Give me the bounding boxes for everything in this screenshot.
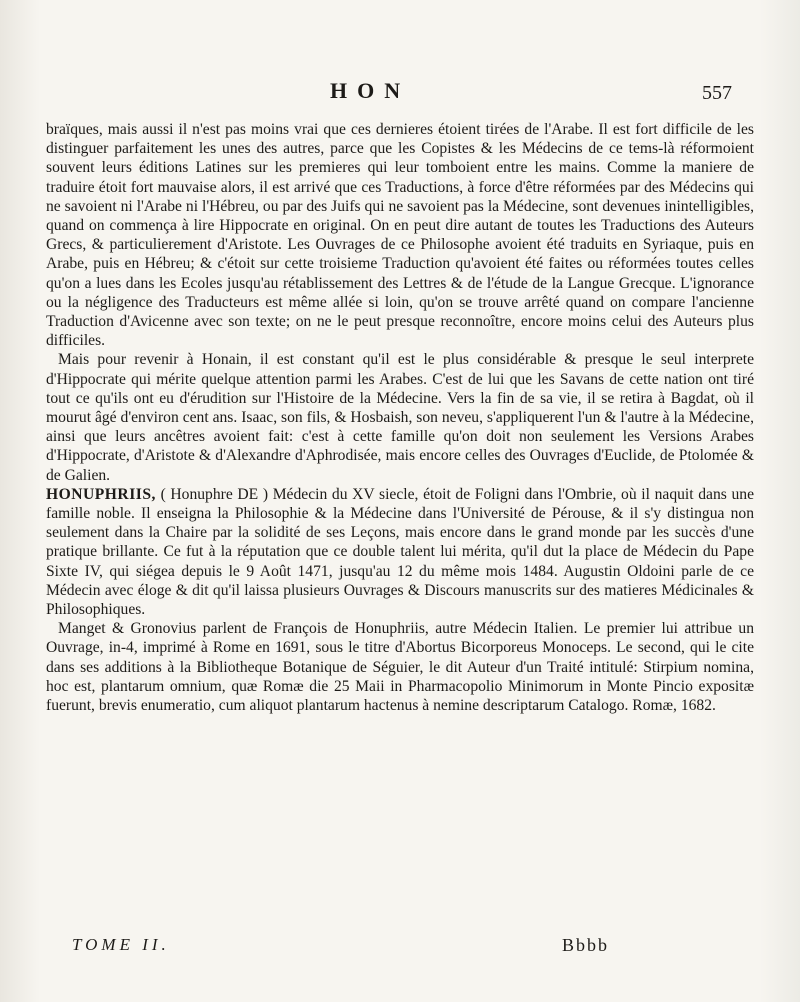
paragraph-continuation: braïques, mais aussi il n'est pas moins vrai que ces dernieres étoient tirées de l'Arabe. Il est fort difficile de les distinguer parfaitement les unes des autres, parce que les Copistes & les Médecins de ce tems-là réformoient souvent leurs éditions Latines sur les premieres qui leur tomboient entre les mains. Comme la maniere de traduire étoit fort mauvaise alors, il est arrivé que ces Traductions, à force d'être réformées par des Médecins qui ne savoient ni l'Arabe ni l'Hébreu, ou par des Juifs qui ne savoient pas la Médecine, sont devenues inintelligibles, quand on commença à lire Hippocrate en original. On en peut dire autant de toutes les Traductions des Auteurs Grecs, & particulierement d'Aristote. Les Ouvrages de ce Philosophe avoient été traduits en Syriaque, puis en Arabe, puis en Hébreu; & c'étoit sur cette troisieme Traduction qu'avoient été faites ou réformées toutes celles qu'on a lues dans les Ecoles jusqu'au rétablissement des Lettres & de l'étude de la Langue Grecque. L'ignorance ou la négligence des Traducteurs est même allée si loin, qu'on se trouve arrêté quand on compare l'ancienne Traduction d'Avicenne avec son texte; on ne le peut presque reconnoître, encore moins celui des Auteurs plus difficiles. (46, 121, 754, 350)
page-footer (0, 935, 800, 965)
paragraph-honain: Mais pour revenir à Honain, il est constant qu'il est le plus considérable & presque le seul interprete d'Hippocrate qui mérite quelque attention parmi les Arabes. C'est de lui que les Savans de cette nation ont tiré tout ce qu'ils ont eu d'érudition sur l'Histoire de la Médecine. Vers la fin de sa vie, il se retira à Bagdat, où il mourut âgé d'environ cent ans. Isaac, son fils, & Hosbaish, son neveu, s'appliquerent l'un & l'autre à la Médecine, ainsi que leurs ancêtres avoient fait: c'est à cette famille qu'on doit non seulement les Versions Arabes d'Hippocrate, d'Aristote & d'Alexandre d'Aphrodisée, mais encore celles des Ouvrages d'Euclide, de Ptolomée & de Galien. (46, 351, 754, 484)
page-header (0, 74, 800, 104)
entry-honuphriis (46, 485, 754, 619)
signature-mark: Bbbb (562, 935, 610, 955)
paragraph-francois: Manget & Gronovius parlent de François de Honuphriis, autre Médecin Italien. Le premier lui attribue un Ouvrage, in-4, imprimé à Rome en 1691, sous le titre d'Abortus Bicorporeus Monoceps. Le second, qui le cite dans ses additions à la Bibliotheque Botanique de Séguier, le dit Auteur d'un Traité intitulé: Stirpium nomina, hoc est, plantarum omnium, quæ Romæ die 25 Maii in Pharmacopolio Minimorum in Monte Pincio expositæ fuerunt, brevis enumeratio, cum aliquot plantarum hactenus à nemine descriptarum Catalogo. Romæ, 1682. (46, 620, 754, 715)
main-text (46, 120, 754, 715)
running-head: HON (330, 78, 411, 103)
entry-headword: HONUPHRIIS, (46, 485, 156, 503)
entry-body: ( Honuphre DE ) Médecin du XV siecle, étoit de Foligni dans l'Ombrie, où il naquit dans une famille noble. Il enseigna la Philosophie & la Médecine dans l'Université de Pérouse, & il s'y distingua non seulement dans la Chaire par la solidité de ses Leçons, mais encore dans le grand monde par les succès d'une pratique brillante. Ce fut à la réputation que ce double talent lui mérita, qu'il dut la place de Médecin du Pape Sixte IV, qui siégea depuis le 9 Août 1471, jusqu'au 12 du même mois 1484. Augustin Oldoini parle de ce Médecin avec éloge & dit qu'il laissa plusieurs Ouvrages & Discours manuscrits sur des matieres Médicinales & Philosophiques. (46, 485, 754, 619)
page-number: 557 (702, 82, 732, 104)
volume-label: TOME II. (72, 935, 170, 954)
